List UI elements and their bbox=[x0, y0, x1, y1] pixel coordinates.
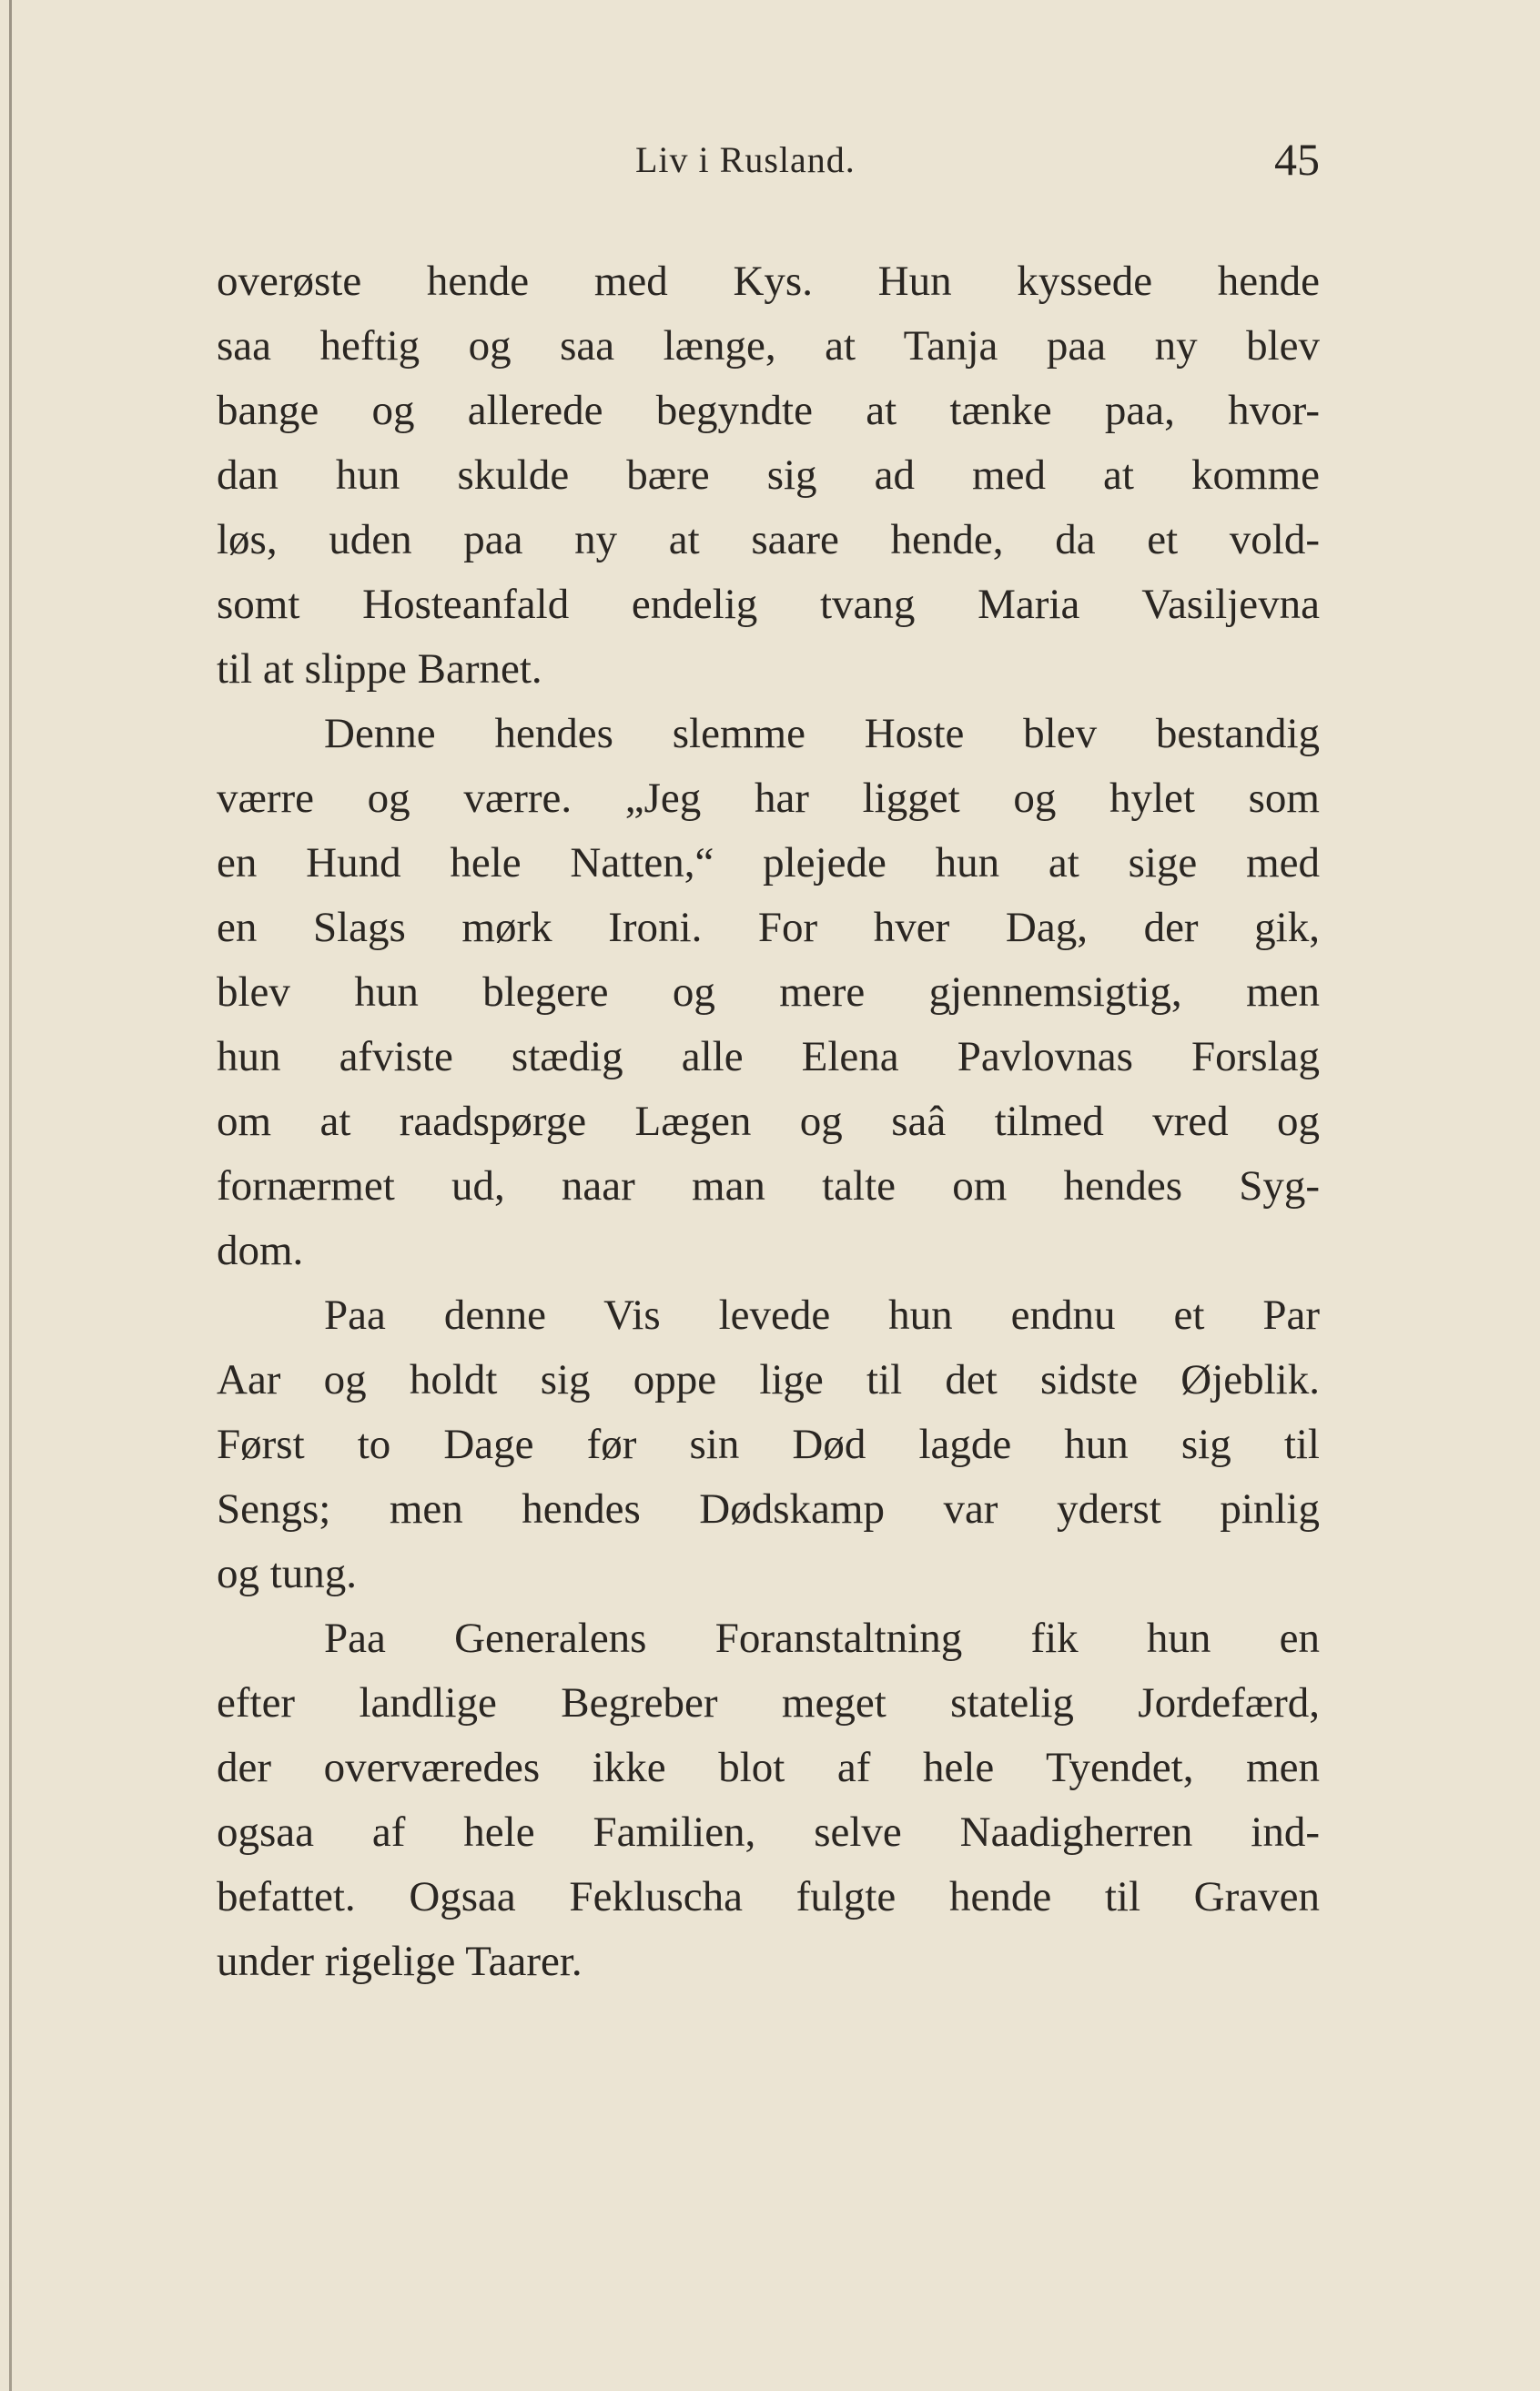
text-line: der overværedes ikke blot af hele Tyendet, men bbox=[217, 1744, 1320, 1791]
text-line: dan hun skulde bære sig ad med at komme bbox=[217, 451, 1320, 499]
paragraph bbox=[217, 249, 1320, 702]
page-body bbox=[217, 249, 1320, 1994]
text-line: værre og værre. „Jeg har ligget og hylet som bbox=[217, 775, 1320, 822]
text-line: somt Hosteanfald endelig tvang Maria Vasiljevna bbox=[217, 581, 1320, 628]
text-line: under rigelige Taarer. bbox=[217, 1938, 583, 1985]
text-line: løs, uden paa ny at saare hende, da et vold- bbox=[217, 516, 1320, 563]
text-line: Sengs; men hendes Dødskamp var yderst pinlig bbox=[217, 1485, 1320, 1533]
text-line: efter landlige Begreber meget statelig Jordefærd, bbox=[217, 1679, 1320, 1727]
text-line: overøste hende med Kys. Hun kyssede hende bbox=[217, 258, 1320, 305]
paragraph bbox=[217, 702, 1320, 1283]
text-line: saa heftig og saa længe, at Tanja paa ny blev bbox=[217, 322, 1320, 370]
running-title: Liv i Rusland. bbox=[635, 139, 856, 180]
text-line: Paa Generalens Foranstaltning fik hun en bbox=[324, 1615, 1320, 1662]
paragraph bbox=[217, 1606, 1320, 1994]
text-line: en Hund hele Natten,“ plejede hun at sige med bbox=[217, 839, 1320, 886]
running-header bbox=[217, 127, 1320, 200]
text-line: ogsaa af hele Familien, selve Naadigherren ind- bbox=[217, 1808, 1320, 1856]
text-line: blev hun blegere og mere gjennemsigtig, men bbox=[217, 968, 1320, 1016]
text-line: til at slippe Barnet. bbox=[217, 645, 542, 693]
text-line: Aar og holdt sig oppe lige til det sidste Øjeblik. bbox=[217, 1356, 1320, 1403]
text-line: en Slags mørk Ironi. For hver Dag, der gik, bbox=[217, 904, 1320, 951]
page-number: 45 bbox=[1274, 134, 1320, 185]
text-line: Først to Dage før sin Død lagde hun sig til bbox=[217, 1421, 1320, 1468]
text-line: om at raadspørge Lægen og saâ tilmed vred og bbox=[217, 1098, 1320, 1145]
text-line: dom. bbox=[217, 1227, 304, 1274]
text-line: og tung. bbox=[217, 1550, 358, 1597]
page-edge-shadow bbox=[9, 0, 12, 2391]
text-line: Paa denne Vis levede hun endnu et Par bbox=[324, 1292, 1320, 1339]
text-line: Denne hendes slemme Hoste blev bestandig bbox=[324, 710, 1320, 757]
text-line: bange og allerede begyndte at tænke paa, hvor- bbox=[217, 387, 1320, 434]
paragraph bbox=[217, 1283, 1320, 1606]
text-line: hun afviste stædig alle Elena Pavlovnas Forslag bbox=[217, 1033, 1320, 1080]
text-line: fornærmet ud, naar man talte om hendes Syg- bbox=[217, 1162, 1320, 1210]
text-line: befattet. Ogsaa Fekluscha fulgte hende til Graven bbox=[217, 1873, 1320, 1920]
